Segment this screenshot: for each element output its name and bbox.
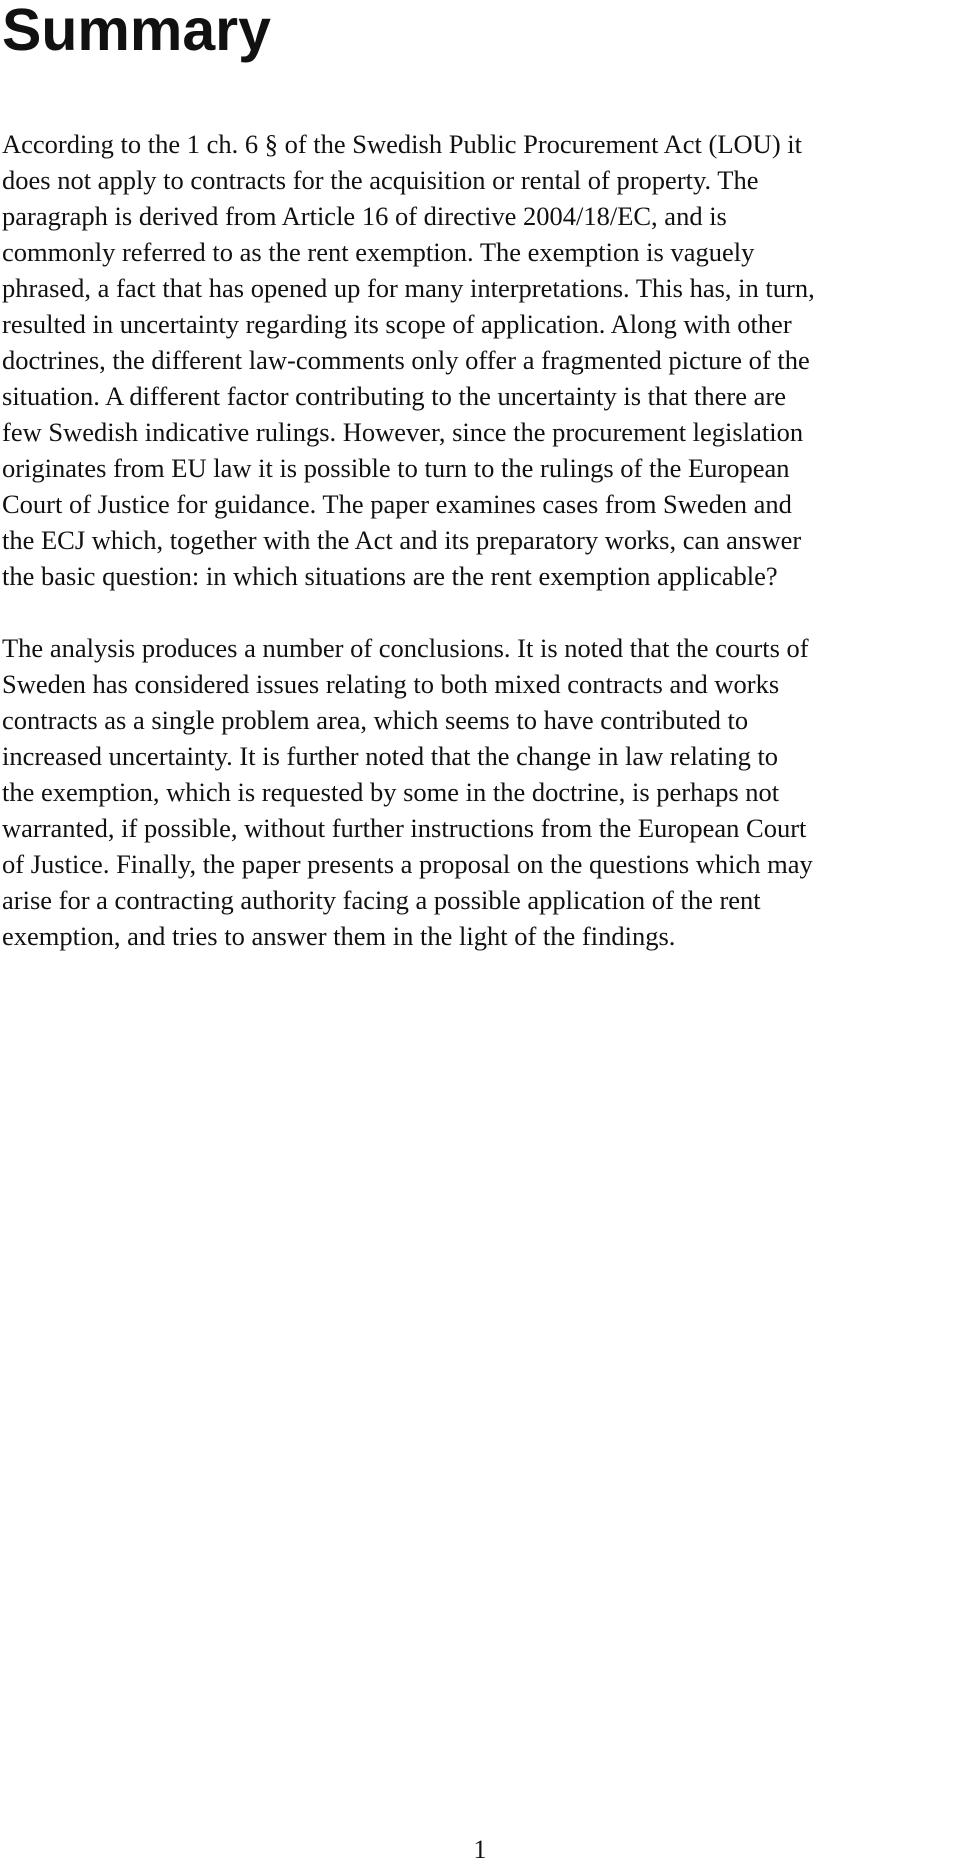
text-line: Court of Justice for guidance. The paper examines cases from Sweden and: [2, 489, 792, 519]
text-line: paragraph is derived from Article 16 of directive 2004/18/EC, and is: [2, 201, 727, 231]
paragraph-1: [2, 126, 957, 594]
text-line: arise for a contracting authority facing a possible application of the rent: [2, 885, 761, 915]
text-line: originates from EU law it is possible to turn to the rulings of the European: [2, 453, 790, 483]
text-line: increased uncertainty. It is further noted that the change in law relating to: [2, 741, 779, 771]
text-line: contracts as a single problem area, which seems to have contributed to: [2, 705, 749, 735]
paragraph-text: [2, 126, 957, 594]
text-line: resulted in uncertainty regarding its scope of application. Along with other: [2, 309, 792, 339]
page-title: Summary: [2, 0, 271, 63]
text-line: The analysis produces a number of conclusions. It is noted that the courts of: [2, 633, 809, 663]
text-line: the exemption, which is requested by some in the doctrine, is perhaps not: [2, 777, 780, 807]
text-line: the basic question: in which situations are the rent exemption applicable?: [2, 561, 778, 591]
text-line: warranted, if possible, without further instructions from the European Court: [2, 813, 807, 843]
text-line: exemption, and tries to answer them in the light of the findings.: [2, 921, 676, 951]
text-line: Sweden has considered issues relating to both mixed contracts and works: [2, 669, 780, 699]
text-line: doctrines, the different law-comments only offer a fragmented picture of the: [2, 345, 810, 375]
text-line: According to the 1 ch. 6 § of the Swedish Public Procurement Act (LOU) it: [2, 129, 802, 159]
text-line: few Swedish indicative rulings. However, since the procurement legislation: [2, 417, 804, 447]
text-line: does not apply to contracts for the acquisition or rental of property. The: [2, 165, 759, 195]
paragraph-text: [2, 630, 957, 954]
text-line: phrased, a fact that has opened up for many interpretations. This has, in turn,: [2, 273, 815, 303]
text-line: situation. A different factor contributing to the uncertainty is that there are: [2, 381, 786, 411]
text-line: of Justice. Finally, the paper presents a proposal on the questions which may: [2, 849, 813, 879]
page-number: 1: [473, 1835, 487, 1864]
text-line: commonly referred to as the rent exemption. The exemption is vaguely: [2, 237, 755, 267]
paragraph-2: [2, 630, 957, 954]
text-line: the ECJ which, together with the Act and its preparatory works, can answer: [2, 525, 802, 555]
